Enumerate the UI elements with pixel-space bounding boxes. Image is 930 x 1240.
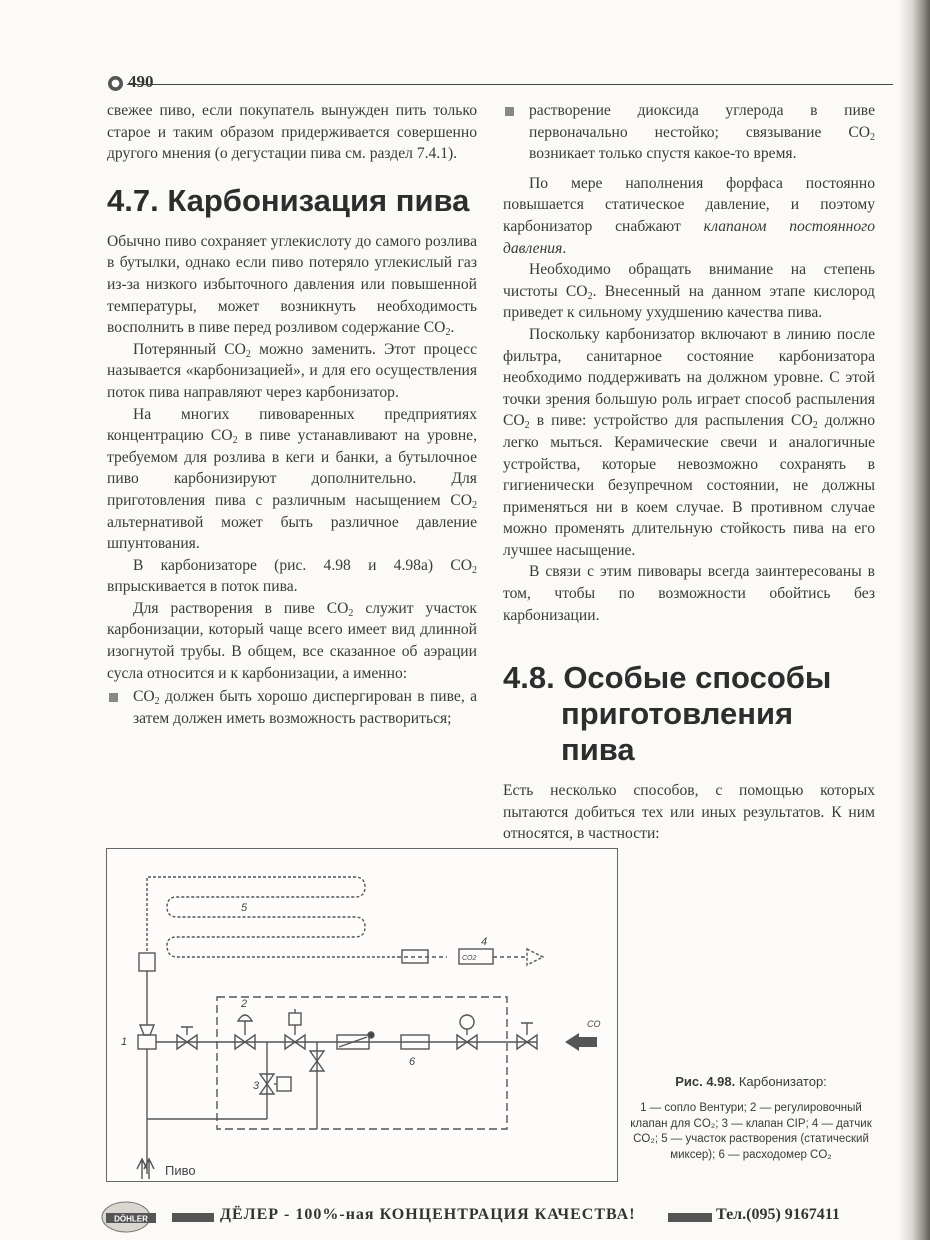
label-beer: Пиво: [165, 1163, 196, 1178]
caption-title: Рис. 4.98. Карбонизатор:: [675, 1074, 827, 1089]
control-valve-actuator: [289, 1013, 301, 1025]
label-1: 1: [121, 1036, 128, 1048]
list-item: растворение диоксида углерода в пиве первоначально нестойко; связывание $CO_2$ возникает только спустя какое-то время.: [503, 100, 875, 165]
section-heading-4-7: 4.7. Карбонизация пива: [107, 182, 470, 218]
page-number-badge-icon: ●: [108, 76, 123, 91]
venturi-nozzle-body: [138, 1035, 156, 1049]
footer-phone: Тел.(095) 9167411: [716, 1206, 840, 1223]
label-3: 3: [253, 1080, 260, 1092]
paragraph: Есть несколько способов, с помощью которых пытаются добиться тех или иных результатов. К ним относятся, в частности:: [503, 782, 875, 843]
venturi-nozzle-icon: [140, 1025, 154, 1035]
svg-text:DÖHLER: DÖHLER: [114, 1214, 148, 1224]
bullet-list: [107, 686, 477, 729]
left-column: [107, 100, 477, 729]
paragraph: Для растворения в пиве $CO_2$ служит участок карбонизации, который чаще всего имеет вид длинной изогнутой трубы. В общем, все сказанное об аэрации сусла относится и к карбонизации, а именно:: [107, 599, 477, 682]
page-edge-shadow: [898, 0, 930, 1240]
control-unit-boundary: [217, 997, 507, 1129]
section-heading-4-8: 4.8. Особые способы приготовления пива: [503, 660, 832, 768]
bullet-list: [503, 100, 875, 165]
dohler-logo-icon: [96, 1200, 168, 1234]
figure-carbonator-diagram: [106, 848, 618, 1182]
paragraph: Потерянный $CO_2$ можно заменить. Этот процесс называется «карбонизацией», и для его осуществления поток пива направляют через карбонизатор.: [107, 340, 477, 401]
paragraph: В связи с этим пивовары всегда заинтересованы в том, чтобы по возможности обойтись без карбонизации.: [503, 563, 875, 624]
outlet-arrow-icon: [527, 949, 543, 965]
label-5: 5: [241, 902, 248, 914]
paragraph: На многих пивоваренных предприятиях концентрацию $CO_2$ в пиве устанавливают на уровне, требуемом для розлива в кеги и банки, а бутылочное пиво карбонизируют дополнительно. Для приготовления пива с различным насыщением $CO_2$ альтернативой может быть различное давление шпунтования.: [107, 405, 477, 553]
footer-banner: [96, 1196, 876, 1238]
pressure-gauge-icon: [460, 1015, 474, 1029]
paragraph: По мере наполнения форфаса постоянно повышается статическое давление, и поэтому карбонизатор снабжают клапаном постоянного давления.: [503, 174, 876, 257]
figure-caption: [628, 1074, 874, 1163]
regulating-valve-actuator-icon: [238, 1015, 252, 1021]
label-6: 6: [409, 1056, 416, 1068]
beer-inlet-arrow-icon: [137, 1159, 154, 1179]
list-item: $CO_2$ должен быть хорошо диспергирован в пиве, а затем должен иметь возможность раствориться;: [107, 686, 477, 729]
right-column: [503, 100, 875, 845]
caption-body: 1 — сопло Вентури; 2 — регулировочный клапан для CO₂; 3 — клапан CIP; 4 — датчик CO₂; 5 — участок растворения (статический миксер); 6 — расходомер CO₂: [630, 1102, 872, 1161]
venturi-top-element: [139, 953, 155, 971]
paragraph: Необходимо обращать внимание на степень чистоты $CO_2$. Внесенный на данном этапе кислород приведет к сильному ухудшению качества пива.: [503, 261, 875, 322]
paragraph: В карбонизаторе (рис. 4.98 и 4.98а) $CO_2$ впрыскивается в поток пива.: [107, 556, 477, 596]
page-number: 490: [128, 72, 154, 91]
paragraph: Обычно пиво сохраняет углекислоту до самого розлива в бутылки, однако если пиво потеряло углекислый газ из-за низкого избыточного давления или повышенной температуры, может возникнуть необходимость восполнить в пиве перед розливом содержание $CO_2$.: [107, 232, 477, 339]
dissolution-section-coil: [147, 877, 397, 957]
label-co2: CO: [587, 1019, 601, 1029]
cip-valve-actuator: [277, 1077, 291, 1091]
co2-inlet-arrow-icon: [565, 1033, 597, 1051]
carbonator-schematic: [107, 849, 617, 1181]
label-2: 2: [241, 998, 248, 1010]
footer-slogan: ДЁЛЕР - 100%-ная КОНЦЕНТРАЦИЯ КАЧЕСТВА!: [220, 1206, 636, 1223]
header-rule: [127, 84, 893, 85]
footer-bar: [668, 1213, 712, 1222]
footer-bar: [172, 1213, 214, 1222]
label-4: 4: [481, 936, 488, 948]
label-co2-box: CO2: [462, 955, 477, 962]
paragraph: свежее пиво, если покупатель вынужден пить только старое и таким образом придерживается совершенно другого мнения (о дегустации пива см. раздел 7.4.1).: [107, 102, 477, 163]
paragraph: Поскольку карбонизатор включают в линию после фильтра, санитарное состояние карбонизатора необходимо поддерживать на должном уровне. С этой точки зрения большую роль играет способ распыления $CO_2$ в пиве: устройство для распыления $CO_2$ должно легко мыться. Керамические свечи и аналогичные устройства, которые невозможно сохранять в гигиенически безупречном состоянии, не должны применяться ни в коем случае. В противном случае можно променять длительную стойкость пива на его лучшее насыщение.: [503, 325, 875, 559]
flowmeter-dot: [368, 1032, 374, 1038]
